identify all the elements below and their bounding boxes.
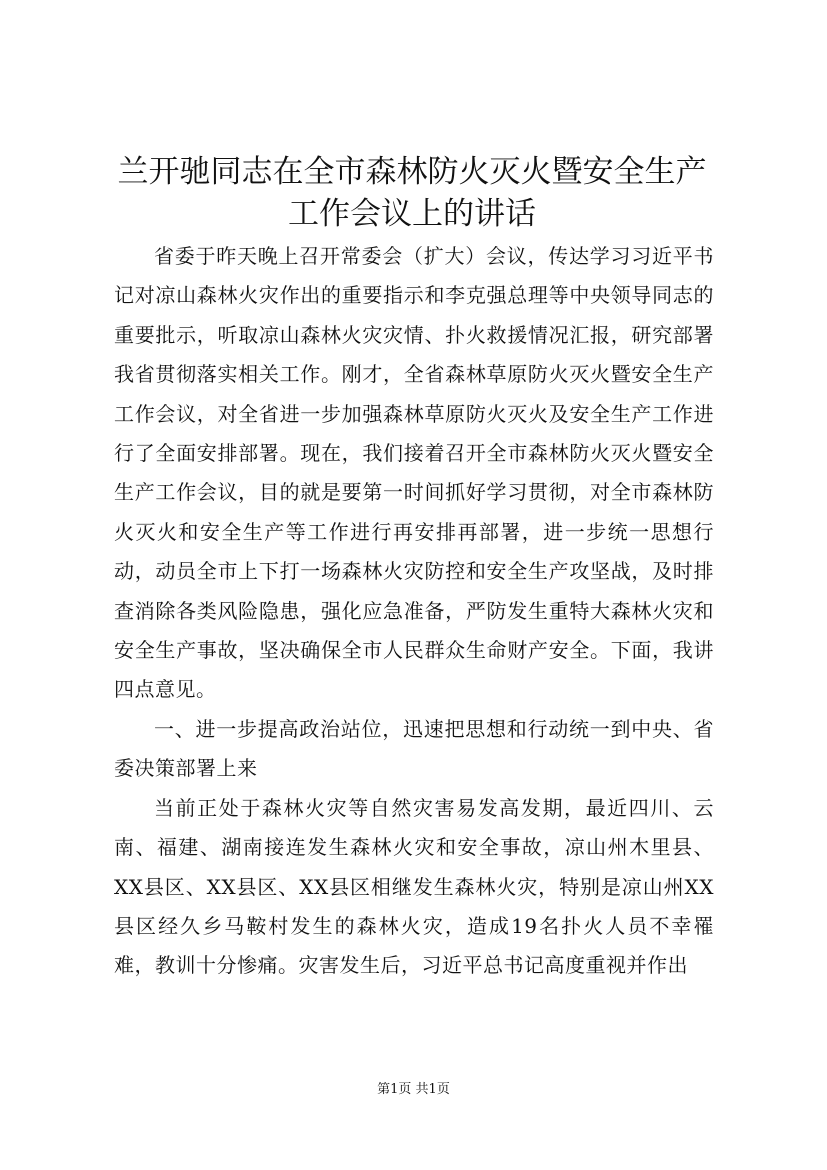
paragraph-intro: 省委于昨天晚上召开常委会（扩大）会议，传达学习习近平书记对凉山森林火灾作出的重要指示和李克强总理等中央领导同志的重要批示，听取凉山森林火灾灾情、扑火救援情况汇报，研究部署我省贯彻落实相关工作。刚才，全省森林草原防火灭火暨安全生产工作会议，对全省进一步加强森林草原防火灭火及安全生产工作进行了全面安排部署。现在，我们接着召开全市森林防火灭火暨安全生产工作会议，目的就是要第一时间抓好学习贯彻，对全市森林防火灭火和安全生产等工作进行再安排再部署，进一步统一思想行动，动员全市上下打一场森林火灾防控和安全生产攻坚战，及时排查消除各类风险隐患，强化应急准备，严防发生重特大森林火灾和安全生产事故，坚决确保全市人民群众生命财产安全。下面，我讲四点意见。	[114, 244, 714, 702]
page-number-footer: 第1页 共1页	[377, 1082, 450, 1097]
paragraph-section-1: 当前正处于森林火灾等自然灾害易发高发期，最近四川、云南、福建、湖南接连发生森林火灾和安全事故，凉山州木里县、XX县区、XX县区、XX县区相继发生森林火灾，特别是凉山州XX县区经久乡马鞍村发生的森林火灾，造成19名扑火人员不幸罹难，教训十分惨痛。灾害发生后，习近平总书记高度重视并作出	[114, 795, 714, 978]
section-heading-1: 一、进一步提高政治站位，迅速把思想和行动统一到中央、省委决策部署上来	[114, 716, 714, 781]
document-body	[114, 237, 714, 986]
document-title: 兰开驰同志在全市森林防火灭火暨安全生产工作会议上的讲话	[117, 154, 707, 232]
